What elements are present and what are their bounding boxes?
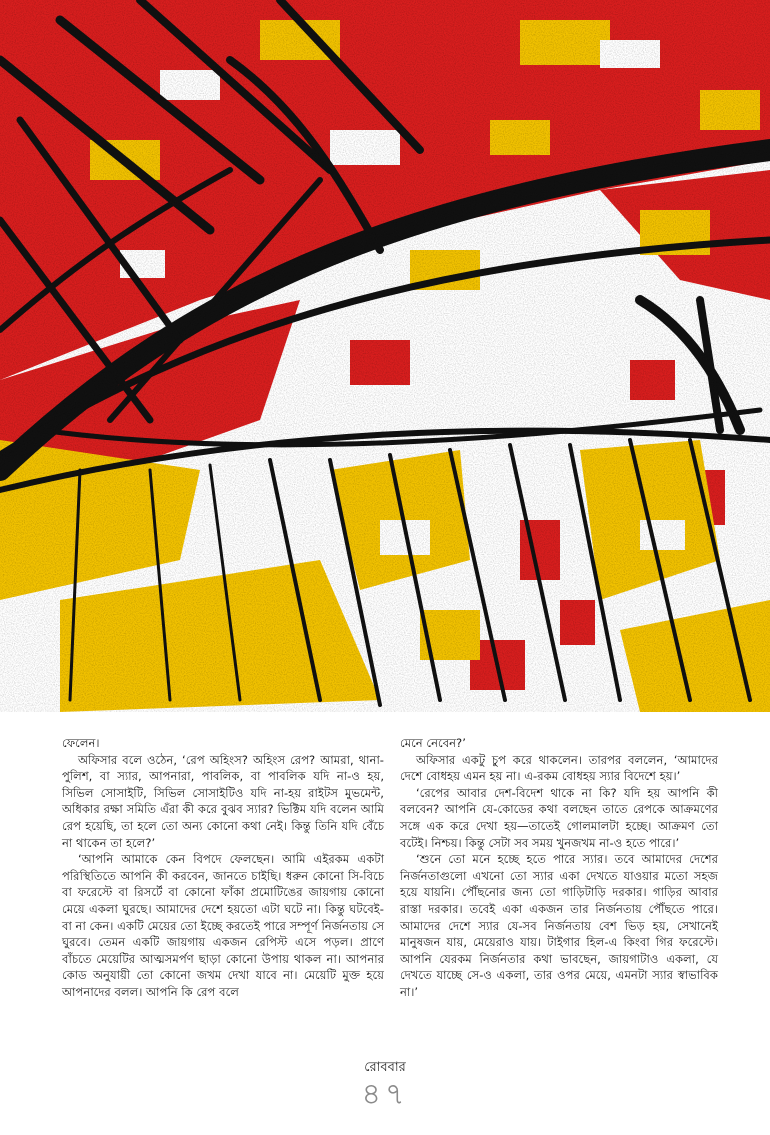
- left-text-column: [62, 735, 384, 1001]
- paragraph: ‘শুনে তো মনে হচ্ছে হতে পারে স্যার। তবে আমাদের দেশের নির্জনতাগুলো এখনো তো স্যার একা দেখতে যাওয়ার মতো সহজ হয়ে যায়নি। পৌঁছনোর জন্য তো গাড়িটাড়ি দরকার। গাড়ির আবার রাস্তা দরকার। তবেই একা একজন তার নির্জনতায় পৌঁছতে পারে। আমাদের দেশে স্যার যে-সব নির্জনতায় বেশ ভিড় হয়, সেখানেই মানুষজন যায়, মেয়েরাও যায়। টাইগার হিল-এ কিংবা গির ফরেস্টে। আপনি যেরকম নির্জনতার কথা ভাবছেন, জায়গাটাও একলা, যে দেখতে যাচ্ছে সে-ও একলা, তার ওপর মেয়ে, এমনটা স্যার স্বাভাবিক না।’: [400, 852, 718, 999]
- right-text-column: [400, 735, 718, 1001]
- paragraph: অফিসার একটু চুপ করে থাকলেন। তারপর বললেন, ‘আমাদের দেশে বোধহয় এমন হয় না। এ-রকম বোধহয় স্যার বিদেশে হয়।’: [400, 752, 718, 784]
- page-number: ৪৭: [361, 1077, 409, 1112]
- paragraph: ‘রেপের আবার দেশ-বিদেশ থাকে না কি? যদি হয় আপনি কী বলবেন? আপনি যে-কোডের কথা বলছেন তাতে রেপকে আক্রমণের সঙ্গে এক করে দেখা হয়—তাতেই গোলমালটা হচ্ছে। আক্রমণ তো বটেই। নিশ্চয়। কিন্তু সেটা সব সময় খুনজখম না-ও হতে পারে।’: [400, 785, 718, 850]
- paragraph: ‘আপনি আমাকে কেন বিপদে ফেলছেন। আমি এইরকম একটা পরিস্থিতিতে আপনি কী করবেন, জানতে চাইছি। ধরুন কোনো সি-বিচে বা ফরেস্টে বা রিসর্টে বা কোনো ফাঁকা প্রমোটিঙের জায়গায় কোনো মেয়ে একলা ঘুরছে। আমাদের দেশে হয়তো এটা ঘটে না। কিন্তু ঘটবেই-বা না কেন। একটি মেয়ের তো ইচ্ছে করতেই পারে সম্পূর্ণ নির্জনতায় সে ঘুরবে। তেমন একটি জায়গায় একজন রেপিস্ট এসে পড়ল। প্রাণে বাঁচতে মেয়েটির আত্মসমর্পণ ছাড়া কোনো উপায় থাকল না। আপনার কোড অনুযায়ী তো কোনো জখম দেখা যাবে না। মেয়েটি মুক্ত হয়ে আপনাদের বলল। আপনি কি রেপ বলে: [62, 852, 384, 999]
- paragraph: মেনে নেবেন?’: [400, 736, 466, 750]
- paragraph: ফেলেন।: [62, 736, 100, 750]
- magazine-name: রোববার: [364, 1060, 406, 1075]
- paragraph: অফিসার বলে ওঠেন, ‘রেপ অহিংস? অহিংস রেপ? আমরা, থানা-পুলিশ, বা স্যার, আপনারা, পাবলিক, বা পাবলিক যদি না-ও হয়, সিভিল সোসাইটি, সিভিল সোসাইটিও যদি না-হয় রাইটস মুভমেন্ট, অধিকার রক্ষা সমিতি এঁরা কী করে বুঝব স্যার? ভিক্টিম যদি বলেন আমি রেপ হয়েছি, তা হলে তো অন্য কোনো কথা নেই। কিন্তু তিনি যদি বেঁচে না থাকেন তা হলে?’: [62, 752, 384, 850]
